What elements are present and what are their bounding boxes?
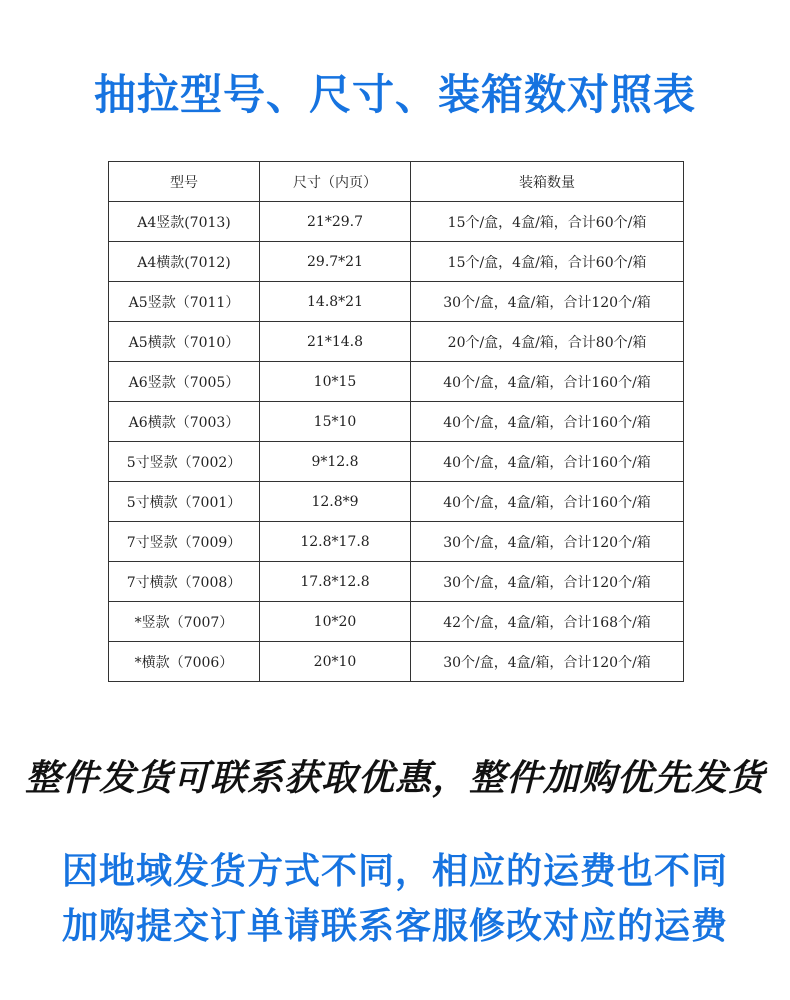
header-model: 型号	[109, 162, 260, 202]
table-row	[109, 522, 684, 562]
spec-table	[108, 161, 684, 682]
cell-model: A4竖款(7013)	[109, 202, 260, 242]
table-row	[109, 242, 684, 282]
shipping-notice-line-2: 加购提交订单请联系客服修改对应的运费	[61, 905, 728, 947]
cell-size: 14.8*21	[260, 282, 411, 322]
cell-model: *横款（7006）	[109, 642, 260, 682]
cell-size: 12.8*17.8	[260, 522, 411, 562]
cell-size: 12.8*9	[260, 482, 411, 522]
table-row	[109, 642, 684, 682]
cell-quantity: 20个/盒，4盒/箱，合计80个/箱	[411, 322, 684, 362]
cell-quantity: 40个/盒，4盒/箱，合计160个/箱	[411, 482, 684, 522]
cell-model: 5寸竖款（7002）	[109, 442, 260, 482]
cell-model: A5横款（7010）	[109, 322, 260, 362]
cell-quantity: 30个/盒，4盒/箱，合计120个/箱	[411, 562, 684, 602]
table-row	[109, 562, 684, 602]
cell-model: 7寸竖款（7009）	[109, 522, 260, 562]
table-header-row	[109, 162, 684, 202]
page-title: 抽拉型号、尺寸、装箱数对照表	[93, 70, 696, 119]
cell-size: 10*15	[260, 362, 411, 402]
cell-quantity: 15个/盒，4盒/箱，合计60个/箱	[411, 202, 684, 242]
table-row	[109, 362, 684, 402]
cell-model: *竖款（7007）	[109, 602, 260, 642]
cell-model: A4横款(7012)	[109, 242, 260, 282]
cell-quantity: 30个/盒，4盒/箱，合计120个/箱	[411, 522, 684, 562]
cell-size: 29.7*21	[260, 242, 411, 282]
header-quantity: 装箱数量	[411, 162, 684, 202]
shipping-notice-line-1: 因地域发货方式不同，相应的运费也不同	[61, 850, 728, 892]
cell-model: A6竖款（7005）	[109, 362, 260, 402]
cell-quantity: 30个/盒，4盒/箱，合计120个/箱	[411, 282, 684, 322]
cell-model: A5竖款（7011）	[109, 282, 260, 322]
cell-model: A6横款（7003）	[109, 402, 260, 442]
header-size: 尺寸（内页）	[260, 162, 411, 202]
promo-text: 整件发货可联系获取优惠，整件加购优先发货	[24, 757, 765, 799]
cell-quantity: 42个/盒，4盒/箱，合计168个/箱	[411, 602, 684, 642]
cell-quantity: 40个/盒，4盒/箱，合计160个/箱	[411, 402, 684, 442]
table-row	[109, 602, 684, 642]
cell-size: 21*29.7	[260, 202, 411, 242]
table-row	[109, 402, 684, 442]
cell-size: 9*12.8	[260, 442, 411, 482]
table-row	[109, 202, 684, 242]
cell-size: 15*10	[260, 402, 411, 442]
table-row	[109, 442, 684, 482]
cell-model: 5寸横款（7001）	[109, 482, 260, 522]
cell-size: 20*10	[260, 642, 411, 682]
cell-size: 17.8*12.8	[260, 562, 411, 602]
table-row	[109, 322, 684, 362]
cell-quantity: 15个/盒，4盒/箱，合计60个/箱	[411, 242, 684, 282]
cell-quantity: 40个/盒，4盒/箱，合计160个/箱	[411, 362, 684, 402]
cell-model: 7寸横款（7008）	[109, 562, 260, 602]
cell-size: 10*20	[260, 602, 411, 642]
cell-quantity: 30个/盒，4盒/箱，合计120个/箱	[411, 642, 684, 682]
cell-size: 21*14.8	[260, 322, 411, 362]
table-row	[109, 282, 684, 322]
cell-quantity: 40个/盒，4盒/箱，合计160个/箱	[411, 442, 684, 482]
table-row	[109, 482, 684, 522]
